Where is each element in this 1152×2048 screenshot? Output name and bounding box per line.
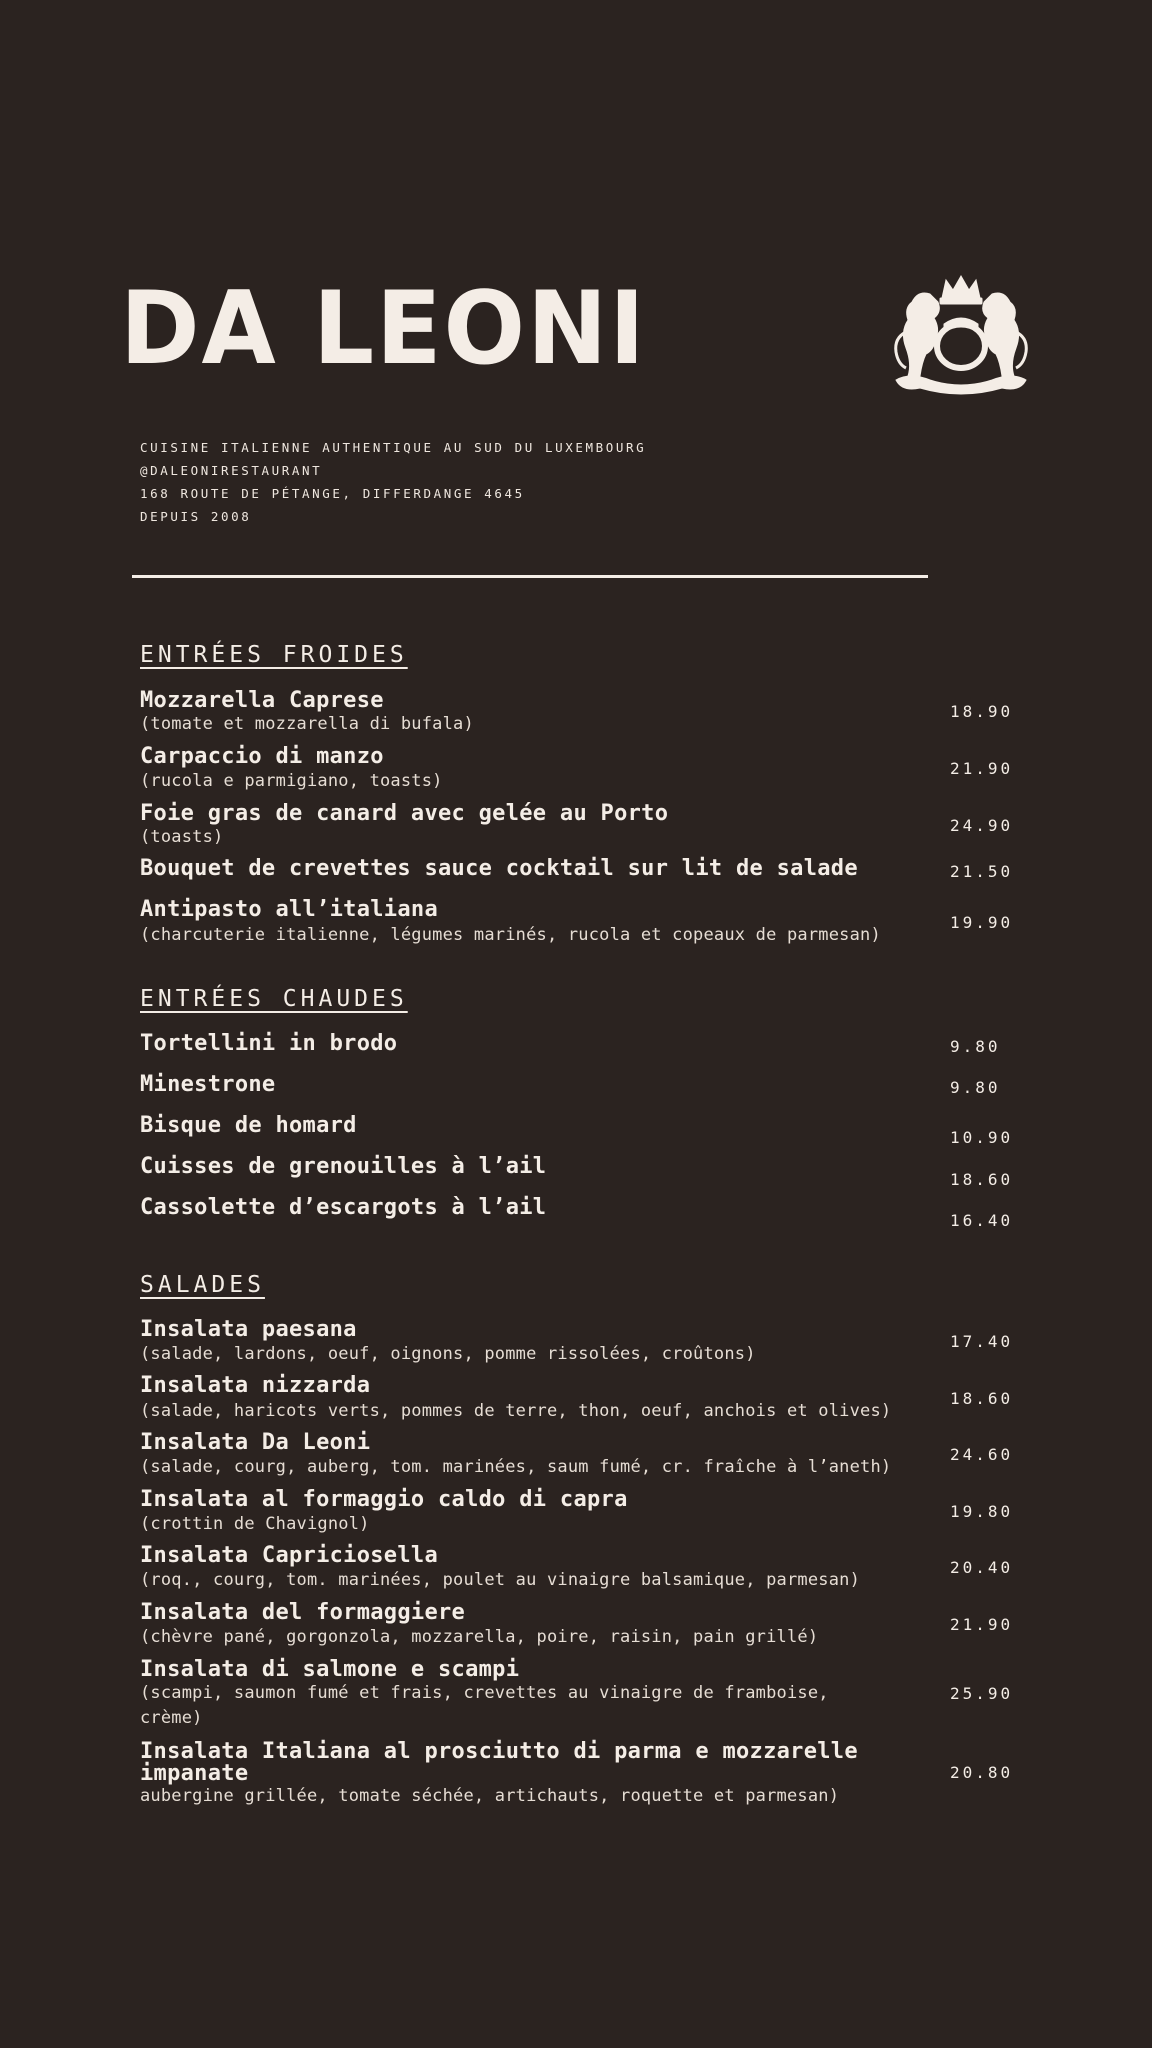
instagram-handle: @DALEONIRESTAURANT (140, 463, 323, 478)
menu-item-name: Insalata Italiana al prosciutto di parma e mozzarelle impanate (140, 1739, 858, 1786)
menu-item-price: 21.90 (950, 759, 1014, 778)
menu-item-name: Insalata del formaggiere (140, 1600, 466, 1625)
menu-item-price: 16.40 (950, 1211, 1014, 1230)
menu-item-price: 21.50 (950, 862, 1014, 881)
menu-item-name: Minestrone (140, 1072, 276, 1097)
restaurant-info (140, 436, 646, 528)
menu-item-desc: (scampi, saumon fumé et frais, crevettes au vinaigre de framboise, crème) (140, 1683, 829, 1728)
menu-item-name: Cuisses de grenouilles à l’ail (140, 1154, 547, 1179)
menu-item-desc: (salade, haricots verts, pommes de terre, thon, oeuf, anchois et olives) (140, 1401, 892, 1421)
menu-item-desc: (salade, lardons, oeuf, oignons, pomme rissolées, croûtons) (140, 1344, 756, 1364)
menu-item-name: Insalata Da Leoni (140, 1430, 371, 1455)
menu-item-name: Antipasto all’italiana (140, 897, 438, 922)
menu-item-name: Insalata paesana (140, 1317, 357, 1342)
menu-item-name: Bouquet de crevettes sauce cocktail sur lit de salade (140, 856, 858, 881)
lion-crest-icon (890, 272, 1032, 398)
menu-item-price: 25.90 (950, 1684, 1014, 1703)
menu-item-desc: (toasts) (140, 827, 224, 847)
section-title-entrees-chaudes: ENTRÉES CHAUDES (140, 986, 408, 1012)
menu-item-desc: (crottin de Chavignol) (140, 1514, 370, 1534)
menu-item-name: Tortellini in brodo (140, 1031, 398, 1056)
menu-item-name: Carpaccio di manzo (140, 744, 384, 769)
menu-item-name: Bisque de homard (140, 1113, 357, 1138)
menu-item-price: 18.60 (950, 1170, 1014, 1189)
tagline: CUISINE ITALIENNE AUTHENTIQUE AU SUD DU LUXEMBOURG (140, 440, 647, 455)
menu-item-desc: (tomate et mozzarella di bufala) (140, 714, 474, 734)
since-year: DEPUIS 2008 (140, 509, 252, 524)
menu-item-price: 20.80 (950, 1763, 1014, 1782)
menu-item-price: 18.60 (950, 1389, 1014, 1408)
menu-item-desc: (rucola e parmigiano, toasts) (140, 771, 443, 791)
restaurant-logo: DA LEONI (120, 269, 647, 387)
menu-item-name: Insalata di salmone e scampi (140, 1657, 520, 1682)
header-divider (132, 575, 928, 578)
section-title-entrees-froides: ENTRÉES FROIDES (140, 642, 408, 668)
menu-item-price: 17.40 (950, 1332, 1014, 1351)
menu-item-price: 19.90 (950, 913, 1014, 932)
menu-item-name: Foie gras de canard avec gelée au Porto (140, 801, 669, 826)
menu-item-price: 24.90 (950, 816, 1014, 835)
menu-item-price: 18.90 (950, 702, 1014, 721)
section-title-salades: SALADES (140, 1272, 265, 1298)
menu-item-desc: aubergine grillée, tomate séchée, artichauts, roquette et parmesan) (140, 1786, 840, 1806)
menu-item-price: 21.90 (950, 1615, 1014, 1634)
menu-item-price: 19.80 (950, 1502, 1014, 1521)
menu-item-price: 9.80 (950, 1037, 1001, 1056)
menu-item-price: 9.80 (950, 1078, 1001, 1097)
menu-item-name: Insalata Capriciosella (140, 1543, 438, 1568)
menu-item-desc: (chèvre pané, gorgonzola, mozzarella, poire, raisin, pain grillé) (140, 1627, 819, 1647)
menu-item-desc: (charcuterie italienne, légumes marinés, rucola et copeaux de parmesan) (140, 925, 881, 945)
menu-item-name: Mozzarella Caprese (140, 688, 384, 713)
menu-item-price: 24.60 (950, 1445, 1014, 1464)
menu-item-desc: (roq., courg, tom. marinées, poulet au vinaigre balsamique, parmesan) (140, 1570, 861, 1590)
menu-item-price: 20.40 (950, 1558, 1014, 1577)
menu-item-desc: (salade, courg, auberg, tom. marinées, saum fumé, cr. fraîche à l’aneth) (140, 1457, 892, 1477)
address: 168 ROUTE DE PÉTANGE, DIFFERDANGE 4645 (140, 486, 525, 501)
menu-item-name: Insalata al formaggio caldo di capra (140, 1487, 628, 1512)
menu-item-name: Cassolette d’escargots à l’ail (140, 1195, 547, 1220)
menu-item-price: 10.90 (950, 1128, 1014, 1147)
menu-item-name: Insalata nizzarda (140, 1373, 371, 1398)
